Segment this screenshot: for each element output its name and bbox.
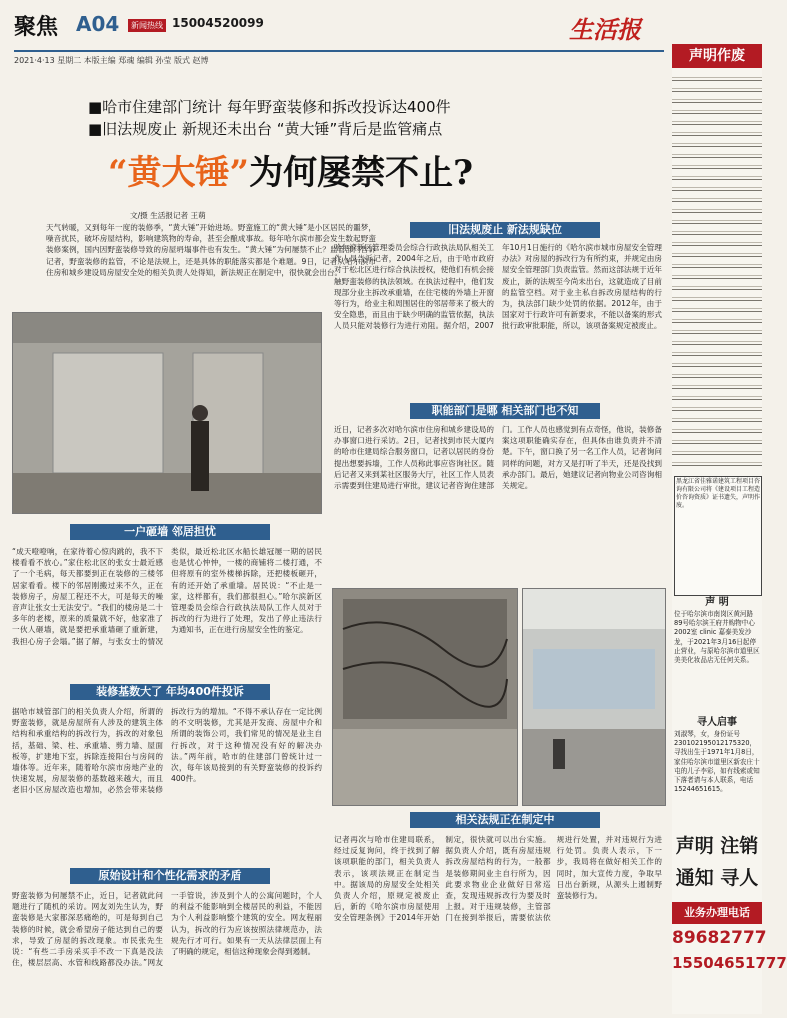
- headline-rest: 为何屡禁不止?: [249, 153, 474, 193]
- section-text-5: 近日，记者多次对哈尔滨市住房和城乡建设局的办事窗口进行采访。2日，记者找到市民大厦内的哈市住建局综合服务窗口，记者以居民的身份提出想要拆墙，工作人员称此事应咨询社区。随后记者又来到某社区服务大厅，社区工作人员表示需要到住建局进行审批，建议记者咨询住建部门。工作人员也感觉到有点奇怪，他说，装修备案这项职能确实存在，但具体由谁负责并不清楚。下午，窗口换了另一名工作人员，记者询问同样的问题，对方又是打听了半天，还是没找到承办部门。最后，她建议记者向物业公司咨询相关规定。: [334, 425, 662, 491]
- missing-heading: 寻人启事: [697, 717, 737, 728]
- section-bar-2: 装修基数大了 年均400件投诉: [70, 684, 270, 700]
- section-name: 聚焦: [14, 14, 59, 40]
- phone-number-1[interactable]: 89682777: [672, 928, 767, 948]
- statement-block: [674, 596, 760, 712]
- photo-gutted-room: [12, 312, 322, 514]
- missing-text: 刘淑琴，女，身份证号230102195012175320，寻找出生于1971年1月8日，家住哈尔滨市道里区新农庄十屯的儿子李彩，如有线索或知下落者请与本人联系，电话15244651615。: [674, 730, 760, 794]
- section-text-6: 记者再次与哈市住建局联系，经过反复询问，终于找到了解该项职能的部门，相关负责人表示，该项法规正在制定当中。据该局的房屋安全处相关负责人介绍，原规定被废止后，新的《哈尔滨市房屋使用安全管理条例》于2014年开始制定，很快就可以出台实施。据负责人介绍，既有房屋违规拆改房屋结构的行为，一般都是装修期间业主自行所为，因此要求物业企业做好日常巡查，发现违规拆改行为要及时上报。对于违规装修，主管部门在接到举报后，需要依法依规进行处置，并对违规行为进行处罚。负责人表示，下一步，我局将在做好相关工作的同时，加大宣传力度，争取早日出台新规，从源头上遏制野蛮装修行为。: [334, 835, 662, 923]
- paper-logo: 生活报: [569, 15, 641, 44]
- sidebar: [672, 44, 787, 1014]
- masthead: [14, 6, 664, 68]
- section-text-4: 哈尔滨新区管理委员会综合行政执法局队相关工作人员告诉记者，2004年之后，由于哈市政府对于松北区进行综合执法授权，使他们有机会接触野蛮装修的执法领域。在执法过程中，他们发现部分业主拆改承重墙，在住宅楼的外墙上开窗等行为，给业主和周围居住的邻居带来了极大的安全隐患，而且由于缺少明确的监管依据，执法人员只能对装修行为进行劝阻。据介绍，2007年10月1日施行的《哈尔滨市城市房屋安全管理办法》对房屋的拆改行为有所约束，并规定由房屋安全管理部门负责监管。然而这部法规于近年废止，新的法规至今尚未出台，这就造成了目前的监管空档。对于业主私自拆改房屋结构的行为，执法部门缺少处罚的依据。2012年，由于国家对于行政许可有新要求，不能以备案的形式批行政审批职能，所以，该项备案规定被废止。: [334, 243, 662, 331]
- missing-block: [674, 716, 760, 826]
- dateline: 2021·4·13 星期二 本版主编 郑魂 编辑 孙莹 版式 赵博: [14, 56, 209, 65]
- notice-item: [672, 70, 762, 470]
- section-bar-1: 一户砸墙 邻居担忧: [70, 524, 270, 540]
- section-bar-4: 旧法规废止 新法规缺位: [410, 222, 600, 238]
- lead-paragraph: 天气转暖，又到每年一度的装修季，“黄大锤”开始进场。野蛮施工的“黄大锤”是小区居民的噩梦，噪音扰民，破坏房屋结构，影响建筑物的寿命，甚至会酿成事故。每年哈尔滨市都会发生数起野蛮装修案例，国内因野蛮装修导致的房屋坍塌事件也有发生。“黄大锤”为何屡禁不止？监管部门告诉记者，野蛮装修的监管，不论是法规上，还是具体的职能落实都是个难题。9日，记者从哈尔滨市住房和城乡建设局房屋安全处的相关负责人处得知，新法规正在制定中，很快就会出台。: [46, 223, 376, 277]
- section-bar-3: 原始设计和个性化需求的矛盾: [70, 868, 270, 884]
- big-words-2: 通知 寻人: [675, 867, 759, 889]
- photo-ceiling: [332, 588, 518, 806]
- phone-number-2[interactable]: 15504651777: [672, 954, 787, 972]
- big-words-1: 声明 注销: [675, 835, 759, 857]
- section-bar-5: 职能部门是哪 相关部门也不知: [410, 403, 600, 419]
- photo-service-hall: [522, 588, 666, 806]
- photo-service-hall-illustration: [523, 589, 665, 805]
- sidebar-title: 声明作废: [672, 44, 762, 68]
- photo-gutted-room-illustration: [13, 313, 321, 513]
- notice-company-text: 黑龙江省佳雅诺建筑工程项目咨询有限公司将《建设项目工程造价咨询资质》证书遗失，声明作废。: [676, 478, 761, 509]
- headline-quote: “黄大锤”: [108, 153, 250, 193]
- photo-ceiling-illustration: [333, 589, 517, 805]
- section-text-3: 野蛮装修为何屡禁不止，近日，记者就此问题进行了随机的采访。网友刘先生认为，野蛮装修是大家都深恶痛绝的，可是每到自己装修的时候，就会希望房子能达到自己的要求，导致了房屋的拆改现象。市民张先生说：“有些二手房采买手不改一下真是没法住，楼层层高、水管和线路都没办法。”网友一手管说，涉及到个人的公寓问题时，个人的利益不能影响到全楼居民的利益，不能因为个人利益影响整个建筑的安全。网友程丽认为，拆改的行为应该按照法律规范办，法规先行才可行。如果有一天从法律层面上有了明确的规定，相信这种现象会得到遏制。: [12, 891, 322, 968]
- phone-label: 业务办理电话: [672, 902, 762, 924]
- section-text-2: 据哈市城管部门的相关负责人介绍，所谓的野蛮装修，就是房屋所有人涉及的建筑主体结构和承重结构的拆改行为，拆改的对象包括，基础、梁、柱、承重墙、剪力墙、屋面板等，扩建地下室，拆除连接阳台与房间的墙体等。近年来，随着哈尔滨市房地产业的快速发展，房屋装修的基数越来越大，而且老旧小区房屋改造也增加，必然会带来装修拆改行为的增加。“不得不承认存在一定比例的不文明装修，尤其是开发商、房屋中介和所谓的装饰公司，我们常见的情况是业主自行拆改，对于这种情况没有好的解决办法。”两年前，哈市的住建部门曾统计过一次，每年该局接到的有关野蛮装修的投诉约400件。: [12, 707, 322, 795]
- hotline-number: 15004520099: [172, 16, 264, 30]
- statement-heading: 声 明: [705, 597, 729, 608]
- statement-text: 位于哈尔滨市南岗区黄河路89号哈尔滨王府井购物中心2002室 clinic 嘉泰美发沙龙，于2021年3月16日起停止营业，与原哈尔滨市道里区美美化妆品店无任何关系。: [674, 610, 760, 665]
- section-bar-6: 相关法规正在制定中: [410, 812, 600, 828]
- notice-list: [672, 70, 762, 472]
- headline: [108, 145, 473, 194]
- hotline-label: 新闻热线: [128, 19, 166, 32]
- masthead-rule: [14, 50, 664, 52]
- section-text-1: “成天噔噔响，在家待着心惊肉跳的，我不下楼看看不放心。”家住松北区的张女士最近感了一个毛病，每天都要到正在装修的三楼邻居家看看。楼下的邻居刚搬过来不久，正在装修房子，房屋工程还不大，可是每天的噪音声让张女士无法安宁。“我们的楼房是二十多年的老楼，原来的质量就不好，他家准了一伙人砸墙，就是要把承重墙砸了重新建，我担心房子会塌。”据了解，与张女士的情况类似，最近松北区水船长雄冠屡一期的居民也是忧心忡忡，一楼的商铺将二楼打通，不但将原有的室外楼梯拆除，还把楼板砸开，有的还开始了承重墙。居民说：“不止是一家，这样都有，我们都很担心。”哈尔滨新区管理委员会综合行政执法局队工作人员对于拆改的行为进行了处理，发出了停止违法行为通知书，正在进行房屋安全性的鉴定。: [12, 547, 322, 646]
- subheadline-1: ■哈市住建部门统计 每年野蛮装修和拆改投诉达400件: [88, 98, 451, 116]
- big-words: [672, 830, 762, 894]
- page-number: A04: [76, 12, 120, 36]
- byline: 文/摄 生活报记者 王萌: [130, 211, 206, 220]
- subheadline-2: ■旧法规废止 新规还未出台 “黄大锤”背后是监管痛点: [88, 120, 443, 138]
- notice-company: [674, 476, 762, 596]
